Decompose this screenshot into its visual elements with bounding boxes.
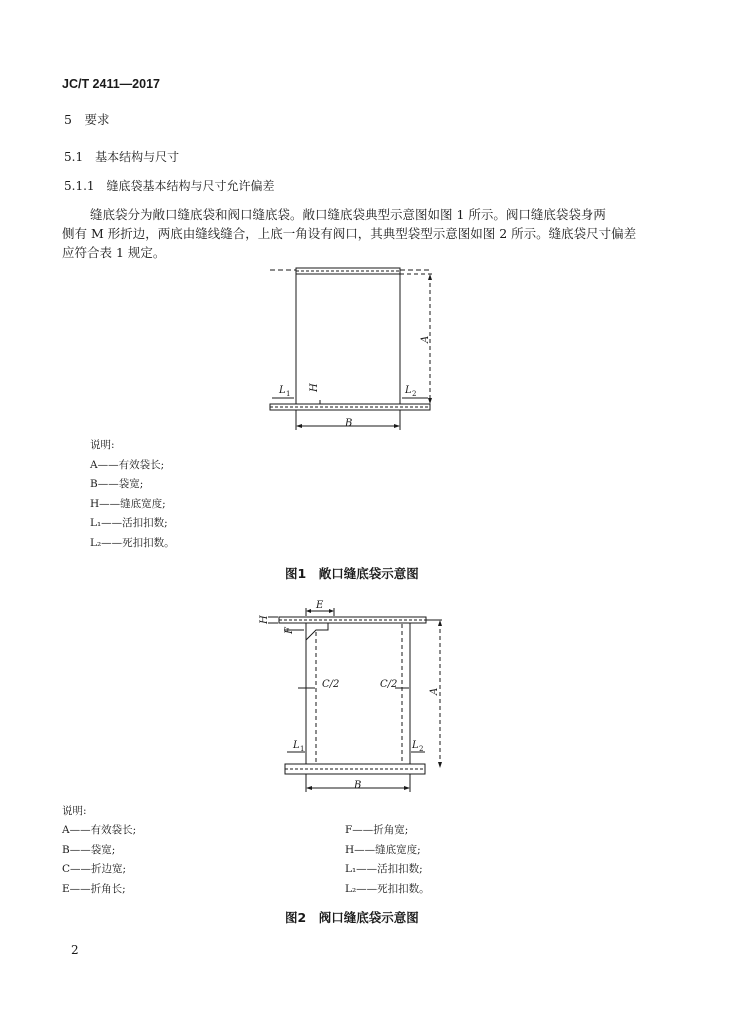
fig1-legend-h: H——缝底宽度; — [90, 497, 166, 510]
fig1-legend-l1: L₁——活扣扣数; — [90, 517, 168, 529]
fig2-label-c-right: C/2 — [380, 679, 398, 690]
fig2-legend-h: H——缝底宽度; — [345, 843, 421, 856]
subsection-heading: 5.1 基本结构与尺寸 — [64, 150, 180, 164]
fig2-label-h: H — [259, 615, 270, 624]
fig2-legend-e: E——折角长; — [62, 882, 126, 895]
page-number: 2 — [71, 943, 79, 957]
fig1-label-h: H — [309, 383, 320, 392]
fig1-label-a: A — [420, 335, 431, 343]
fig2-legend-f: F——折角宽; — [345, 824, 409, 836]
paragraph-line-3: 应符合表 1 规定。 — [62, 245, 166, 260]
fig2-label-l1: L — [293, 740, 300, 751]
fig1-legend-a: A——有效袋长; — [90, 458, 165, 471]
fig1-label-l2-sub: 2 — [412, 390, 417, 398]
fig2-label-b: B — [354, 780, 362, 791]
fig2-legend-title: 说明: — [62, 805, 87, 817]
fig2-legend-a: A——有效袋长; — [62, 824, 137, 836]
fig1-label-l1: L — [279, 385, 286, 396]
fig2-label-l1-sub: 1 — [300, 745, 305, 753]
fig2-label-c-left: C/2 — [322, 679, 340, 690]
paragraph-line-2: 侧有 M 形折边，两底由缝线缝合，上底一角设有阀口，其典型袋型示意图如图 2 所示。缝底袋尺寸偏差 — [62, 226, 637, 241]
fig2-legend-l1: L₁——活扣扣数; — [345, 863, 423, 875]
fig2-label-e: E — [316, 600, 324, 611]
fig1-caption: 图1 敞口缝底袋示意图 — [285, 566, 419, 581]
fig2-legend-left — [62, 821, 136, 899]
fig2-valve — [306, 623, 328, 640]
section-heading: 5 要求 — [64, 112, 110, 127]
standard-code: JC/T 2411—2017 — [62, 77, 160, 91]
fig2-label-l2: L — [412, 740, 419, 751]
subsubsection-heading: 5.1.1 缝底袋基本结构与尺寸允许偏差 — [64, 179, 275, 193]
fig1-label-l1-sub: 1 — [286, 390, 291, 398]
fig1-label-l2: L — [405, 385, 412, 396]
fig2-legend-right — [345, 821, 430, 899]
fig2-legend-l2: L₂——死扣扣数。 — [345, 882, 430, 895]
fig1-legend-title: 说明: — [90, 439, 115, 451]
fig2-label-a: A — [429, 687, 440, 695]
fig1-legend-l2: L₂——死扣扣数。 — [90, 536, 175, 549]
fig1-legend-b: B——袋宽; — [90, 478, 144, 490]
fig2-legend-b: B——袋宽; — [62, 843, 116, 856]
fig2-legend-c: C——折边宽; — [62, 863, 127, 875]
fig2-caption: 图2 阀口缝底袋示意图 — [285, 910, 419, 925]
fig1-label-b: B — [345, 418, 353, 429]
fig2-label-l2-sub: 2 — [419, 745, 424, 753]
paragraph-line-1: 缝底袋分为敞口缝底袋和阀口缝底袋。敞口缝底袋典型示意图如图 1 所示。阀口缝底袋袋身两 — [90, 207, 606, 222]
fig2-label-f: F — [284, 627, 295, 634]
